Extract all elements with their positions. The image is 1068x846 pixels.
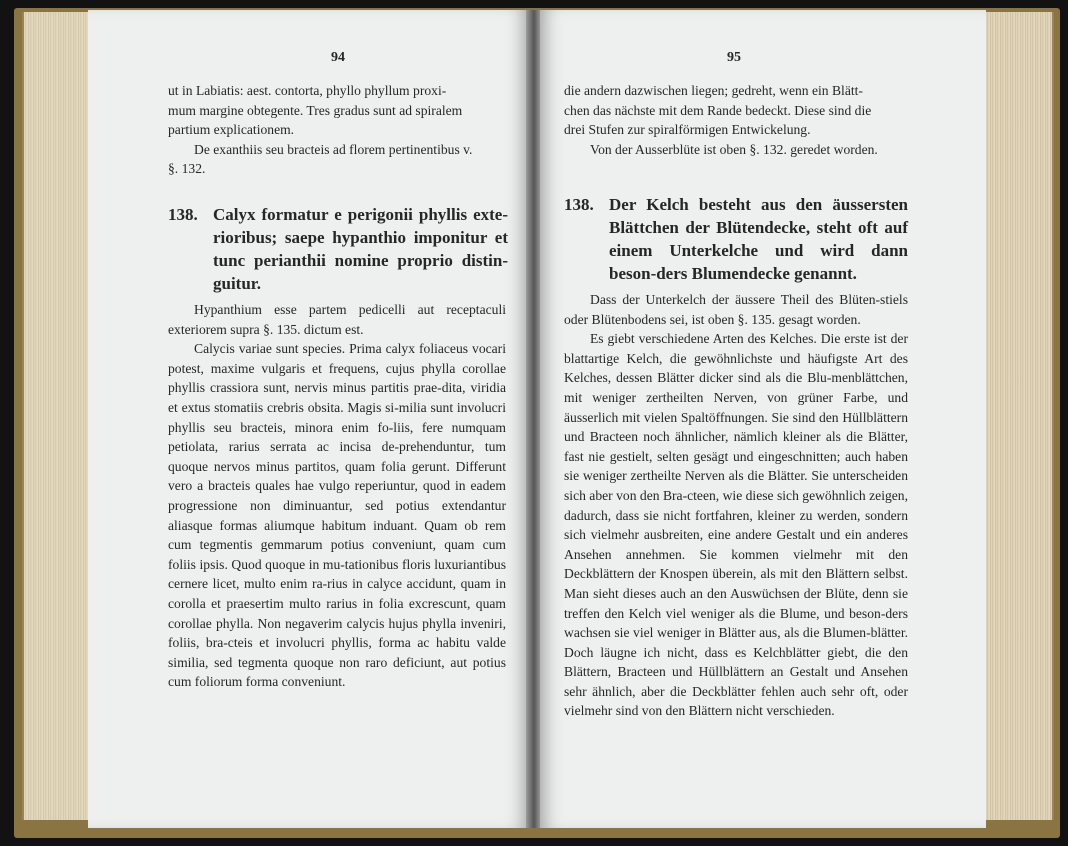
left-page-edges — [22, 12, 90, 820]
right-page-edges — [986, 12, 1054, 820]
left-reference-section: §. 132. — [168, 161, 206, 177]
paragraph: Hypanthium esse partem pedicelli aut receptaculi exteriorem supra §. 135. dictum est. — [168, 302, 506, 337]
right-page — [540, 10, 986, 828]
intro-line: chen das nächste mit dem Rande bedeckt. Diese sind die — [564, 102, 872, 118]
intro-line: drei Stufen zur spiralförmigen Entwickelung. — [564, 122, 811, 138]
page-number-right: 95 — [727, 50, 741, 65]
left-body — [168, 300, 506, 692]
right-reference-line: Von der Ausserblüte ist oben §. 132. geredet worden. — [590, 141, 878, 157]
intro-line: ut in Labiatis: aest. contorta, phyllo phyllum proxi- — [168, 83, 447, 98]
paragraph: Es giebt verschiedene Arten des Kelches. Die erste ist der blattartige Kelch, die gewöhnlichste und häufigste Art des Kelches, dessen Blätter dicker sind als die Blu-menblättchen, mit weniger zertheilten Nerven, von grüner Farbe, und äusserlich mit vielen Spaltöffnungen. Sie sind den Hüllblättern und Bracteen noch ähnlicher, nämlich kleiner als die Blätter, fast nie gestielt, selten gesägt und eingeschnitten; auch haben sie weniger zertheilte Nerven als die Blätter. Sie unterscheiden sich aber von den Bra-cteen, wie diese sich gewöhnlich zeigen, dadurch, dass sie nicht fortfahren, kleiner zu werden, sondern sich vielmehr ausbreiten, eine andere Gestalt und ein anderes Ansehen annehmen. Sie kommen vielmehr mit den Deckblättern der Knospen überein, als mit den Blättern selbst. Man sieht dieses auch an den Auswüchsen der Blüte, denn sie treffen den Kelch viel weniger als die Blume, und beson-ders wachsen sie viel weniger in Blätter aus, als die Blumen-blätter. Doch läugne ich nicht, dass es Kelchblätter giebt, die den Blättern, Bracteen und Hüllblättern an Gestalt und Ansehen sehr ähnlich, aber die Deckblätter fehlen auch sehr oft, oder vielmehr sind von den Blättern nicht verschieden. — [564, 331, 908, 719]
left-page — [88, 10, 528, 828]
right-body — [564, 290, 908, 721]
section-number-left: 138. — [168, 205, 198, 224]
left-intro — [168, 81, 506, 179]
section-number-right: 138. — [564, 195, 594, 214]
intro-line: partium explicationem. — [168, 122, 295, 138]
paragraph: Dass der Unterkelch der äussere Theil des Blüten-stiels oder Blütenbodens sei, ist oben §. 135. gesagt worden. — [564, 292, 908, 327]
left-section-heading — [168, 203, 508, 295]
page-number-left: 94 — [331, 50, 345, 65]
intro-line: mum margine obtegente. Tres gradus sunt ad spiralem — [168, 102, 463, 118]
section-title-right: Der Kelch besteht aus den äussersten Blättchen der Blütendecke, steht oft auf einem Unterkelche und wird dann beson-ders Blumendecke genannt. — [609, 195, 908, 283]
intro-line: die andern dazwischen liegen; gedreht, wenn ein Blätt- — [564, 83, 863, 98]
paragraph: Calycis variae sunt species. Prima calyx foliaceus vocari potest, maxime vulgaris et frequens, cujus phylla corollae phyllis crassiora sunt, nervis minus partitis prae-dita, viridia et extus stomatiis crebris obsita. Magis si-milia sunt involucri phyllis seu bracteis, minora enim fo-liis, fere numquam petiolata, rarius serrata ac incisa de-prehenduntur, tum quoque nervos minus partitos, quam folia gerunt. Differunt vero a bracteis quales hae vulgo reperiuntur, quod in eadem progressione non diminuantur, sed potius extendantur aliasque formas aliumque habitum induant. Quam ob rem cum tegmentis gemmarum potius conveniunt, quam cum foliis ipsis. Quod quoque in mu-tationibus floris luxuriantibus cernere licet, multo enim ra-rius in calyce accidunt, quam in corolla et praesertim multo rarius in folia excrescunt, quam corollae phylla. Non negaverim calycis hujus phylla inveniri, foliis, bra-cteis et involucri phyllis, forma ac habitu valde similia, sed tegmenta quoque non raro deficiunt, aut potius cum foliorum forma conveniunt. — [168, 341, 506, 690]
right-intro — [564, 81, 906, 159]
right-section-heading — [564, 193, 908, 285]
left-reference-line: De exanthiis seu bracteis ad florem pertinentibus v. — [194, 141, 473, 157]
section-title-left: Calyx formatur e perigonii phyllis exte-rioribus; saepe hypanthio imponitur et tunc perianthii nomine proprio distin-guitur. — [213, 205, 508, 293]
